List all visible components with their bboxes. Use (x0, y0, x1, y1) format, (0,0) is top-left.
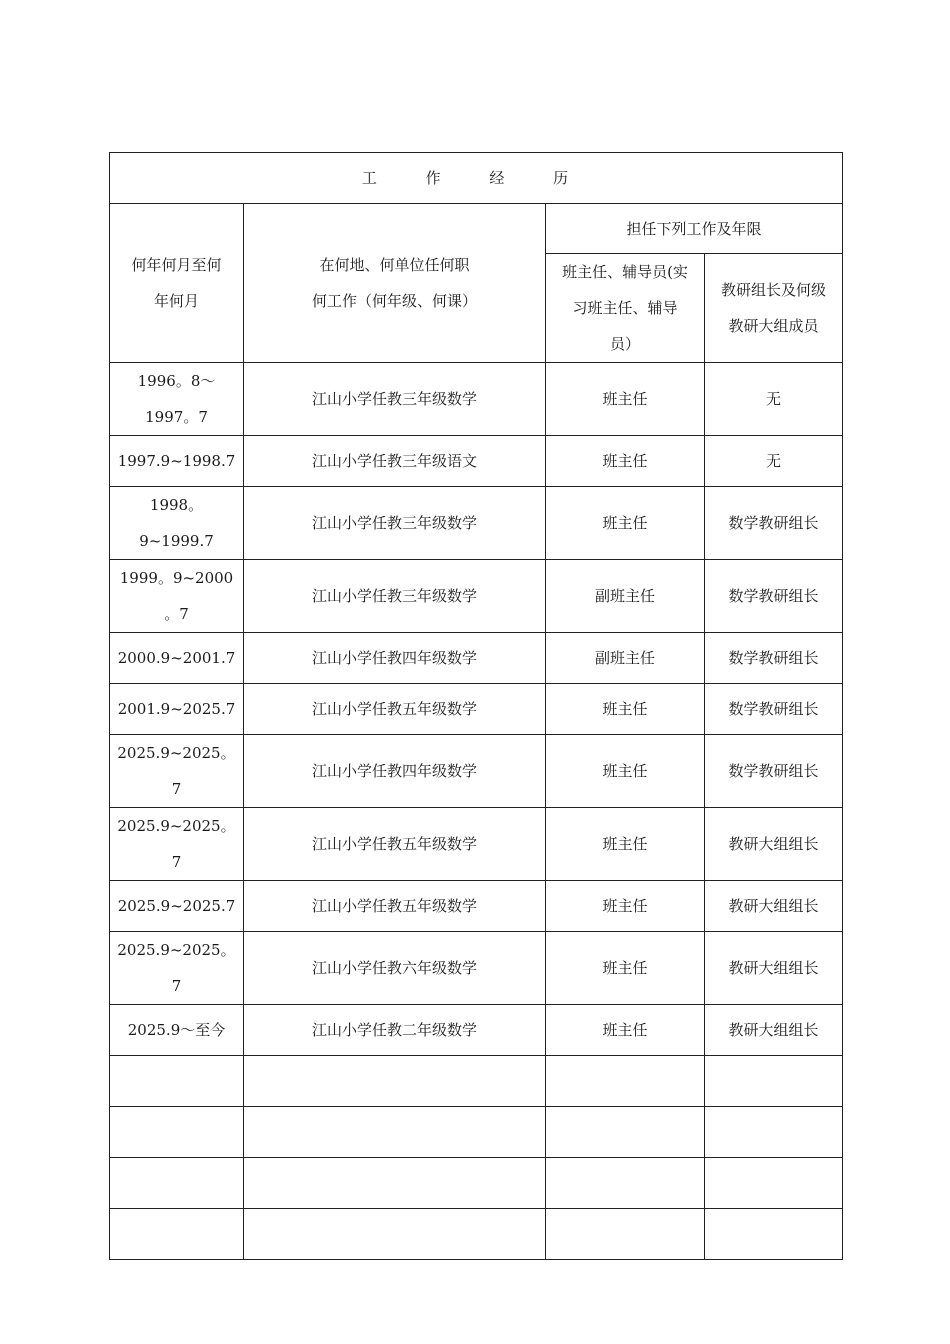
table-row (110, 1158, 843, 1209)
period-cell (110, 1107, 244, 1158)
research-cell (705, 1209, 843, 1260)
period-cell (110, 808, 244, 881)
period-text: 1999。9~2000 (119, 569, 234, 587)
table-row (110, 363, 843, 436)
unit-cell (244, 1209, 546, 1260)
class-teacher-cell: 班主任 (546, 436, 705, 487)
table-row (110, 487, 843, 560)
period-text: 1998。9~1999.7 (139, 496, 214, 550)
period-cell (110, 1158, 244, 1209)
header-duties-group: 担任下列工作及年限 (546, 204, 843, 254)
header-period-line-2: 年何月 (153, 292, 199, 310)
table-row (110, 735, 843, 808)
period-text: 2025.9~2025。7 (117, 817, 236, 871)
period-text: 2025.9～至今 (127, 1021, 226, 1039)
unit-cell: 江山小学任教四年级数学 (244, 633, 546, 684)
research-cell (705, 1107, 843, 1158)
class-teacher-cell: 班主任 (546, 735, 705, 808)
table-row (110, 560, 843, 633)
period-cell (110, 633, 244, 684)
class-teacher-cell (546, 1209, 705, 1260)
unit-cell (244, 1107, 546, 1158)
header-unit-line-1: 在何地、何单位任何职 (319, 256, 470, 274)
research-cell: 数学教研组长 (705, 487, 843, 560)
period-cell (110, 684, 244, 735)
class-teacher-cell: 副班主任 (546, 633, 705, 684)
unit-cell: 江山小学任教三年级数学 (244, 560, 546, 633)
class-teacher-cell: 班主任 (546, 684, 705, 735)
unit-cell: 江山小学任教三年级语文 (244, 436, 546, 487)
period-text: 2025.9~2025.7 (117, 897, 236, 915)
period-cell (110, 735, 244, 808)
table-row (110, 436, 843, 487)
header-research-line-2: 教研大组成员 (728, 317, 819, 335)
research-cell: 教研大组组长 (705, 932, 843, 1005)
period-cell (110, 1056, 244, 1107)
class-teacher-cell: 班主任 (546, 487, 705, 560)
research-cell: 无 (705, 436, 843, 487)
header-row-1 (110, 204, 843, 254)
period-cell (110, 436, 244, 487)
unit-cell (244, 1158, 546, 1209)
header-unit-line-2: 何工作（何年级、何课） (311, 292, 477, 310)
unit-cell: 江山小学任教四年级数学 (244, 735, 546, 808)
period-text: 1997.9~1998.7 (117, 452, 236, 470)
research-cell (705, 1158, 843, 1209)
header-class-teacher-line-1: 班主任、辅导员(实 (562, 263, 688, 281)
period-cell (110, 487, 244, 560)
header-class-teacher-line-2: 习班主任、辅导 (572, 299, 678, 317)
research-cell (705, 1056, 843, 1107)
table-row (110, 684, 843, 735)
class-teacher-cell: 副班主任 (546, 560, 705, 633)
class-teacher-cell: 班主任 (546, 808, 705, 881)
period-text: 1996。8～ (137, 372, 216, 390)
research-cell: 数学教研组长 (705, 735, 843, 808)
period-cell (110, 1005, 244, 1056)
table-title: 工 作 经 历 (110, 153, 843, 204)
research-cell: 教研大组组长 (705, 808, 843, 881)
table-row (110, 1107, 843, 1158)
research-cell: 数学教研组长 (705, 633, 843, 684)
research-cell: 无 (705, 363, 843, 436)
header-class-teacher-line-3: 员） (609, 335, 640, 353)
class-teacher-cell: 班主任 (546, 363, 705, 436)
period-text: 2025.9~2025。7 (117, 941, 236, 995)
unit-cell: 江山小学任教五年级数学 (244, 684, 546, 735)
header-period (110, 204, 244, 363)
header-period-line-1: 何年何月至何 (131, 256, 222, 274)
class-teacher-cell (546, 1107, 705, 1158)
class-teacher-cell: 班主任 (546, 881, 705, 932)
class-teacher-cell: 班主任 (546, 932, 705, 1005)
unit-cell: 江山小学任教五年级数学 (244, 881, 546, 932)
table-row (110, 881, 843, 932)
period-text: 2025.9~2025。7 (117, 744, 236, 798)
period-cell (110, 1209, 244, 1260)
research-cell: 数学教研组长 (705, 560, 843, 633)
header-unit (244, 204, 546, 363)
unit-cell: 江山小学任教二年级数学 (244, 1005, 546, 1056)
header-research (705, 254, 843, 363)
period-text: 2001.9~2025.7 (117, 700, 236, 718)
period-cell (110, 932, 244, 1005)
class-teacher-cell (546, 1056, 705, 1107)
unit-cell: 江山小学任教六年级数学 (244, 932, 546, 1005)
research-cell: 数学教研组长 (705, 684, 843, 735)
unit-cell: 江山小学任教三年级数学 (244, 363, 546, 436)
unit-cell: 江山小学任教三年级数学 (244, 487, 546, 560)
research-cell: 教研大组组长 (705, 881, 843, 932)
table-row (110, 1005, 843, 1056)
table-row (110, 1056, 843, 1107)
unit-cell: 江山小学任教五年级数学 (244, 808, 546, 881)
header-research-line-1: 教研组长及何级 (720, 281, 826, 299)
period-text: 2000.9~2001.7 (117, 649, 236, 667)
period-cell (110, 363, 244, 436)
header-class-teacher (546, 254, 705, 363)
class-teacher-cell (546, 1158, 705, 1209)
work-experience-table (109, 152, 843, 1260)
period-text: 。7 (164, 605, 189, 623)
period-cell (110, 881, 244, 932)
class-teacher-cell: 班主任 (546, 1005, 705, 1056)
unit-cell (244, 1056, 546, 1107)
table-row (110, 1209, 843, 1260)
research-cell: 教研大组组长 (705, 1005, 843, 1056)
period-text: 1997。7 (145, 408, 208, 426)
table-row (110, 633, 843, 684)
table-row (110, 808, 843, 881)
table-row (110, 932, 843, 1005)
title-row (110, 153, 843, 204)
period-cell (110, 560, 244, 633)
